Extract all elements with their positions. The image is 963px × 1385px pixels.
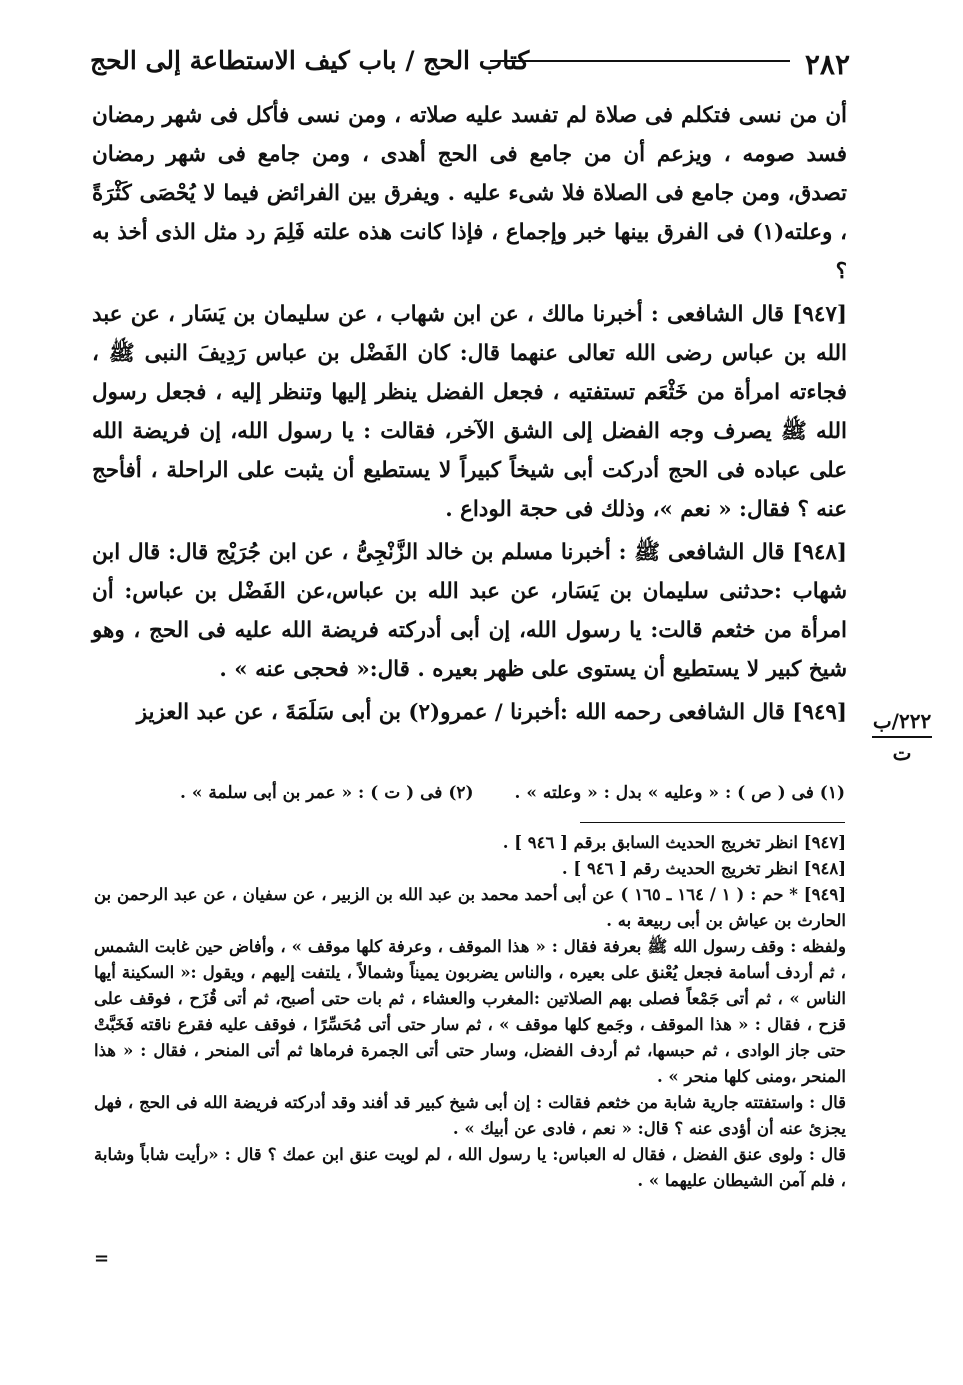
running-title: كتاب الحج / باب كيف الاستطاعة إلى الحج bbox=[90, 46, 530, 75]
variant-note-1: (١) فى ( ص ) : « وعليه » بدل : « وعلته » . bbox=[514, 783, 845, 803]
takhrij-note bbox=[94, 1142, 846, 1194]
takhrij-note bbox=[94, 856, 846, 882]
takhrij-note bbox=[94, 934, 846, 1090]
hadith-lead: قال الشافعى : bbox=[650, 302, 785, 327]
main-text bbox=[92, 96, 847, 732]
note-text: قال : ولوى عنق الفضل ، فقال له العباس: يا رسول الله ، لم لويت عنق ابن عمك ؟ قال : «رأيت شاباً وشابة ، فلم آمن الشيطان عليهما » . bbox=[94, 1145, 846, 1190]
hadith-number: [٩٤٨] bbox=[792, 540, 848, 565]
folio-number: ٢٢٢/ب bbox=[872, 709, 932, 733]
hadith-paragraph bbox=[92, 693, 847, 732]
note-ref: [٩٤٨] bbox=[803, 859, 846, 878]
note-text: ولفظه : وقف رسول الله ﷺ بعرفة فقال : « هذا الموقف ، وعرفة كلها موقف » ، وأفاض حين غابت الشمس ، ثم أردف أسامة فجعل يُعْنق على بعيره ، والناس يضربون يميناً وشمالاً ، يلتفت إليهم ، ويقول :« السكينة أيها الناس » ، ثم أتى جَمْعاً فصلى بهم الصلاتين :المغرب والعشاء ، ثم بات حتى أصبح، ثم أتى قُزَح ، فوقف على قزح ، فقال : « هذا الموقف ، وجَمع كلها موقف » ، ثم سار حتى أتى مُحَسِّرًا ، فوقف عليه فقرع ناقته فَخَبَّتْ حتى جاز الوادى ، ثم حبسها، ثم أردف الفضل، وسار حتى أتى الجمرة فرماها ثم أتى المنحر ، فقال : « هذا المنحر ،ومنى كلها منحر » . bbox=[94, 937, 846, 1086]
hadith-text: رحمه الله :أخبرنا / عمرو(٢) بن أبى سَلَمَةَ ، عن عبد العزيز bbox=[136, 700, 662, 725]
note-ref: [٩٤٩] * حم : bbox=[750, 885, 847, 904]
folio-siglum: ت bbox=[892, 741, 912, 765]
note-text: انظر تخريج الحديث السابق برقم [ ٩٤٦ ] . bbox=[502, 833, 799, 852]
paragraph-text: أن من نسى فتكلم فى صلاة لم تفسد عليه صلاته ، ومن نسى فأكل فى شهر رمضان فسد صومه ، ويزعم أن من جامع فى الحج أهدى ، ومن جامع فى شهر رمضان تصدق، ومن جامع فى الصلاة فلا شىء عليه . ويفرق بين الفرائض فيما لا يُحْصَى كَثْرَةً ، وعلته(١) فى الفرق بينها خبر وإجماع ، فإذا كانت هذه علته فَلِمَ رد مثل الذى أخذ به ؟ bbox=[92, 103, 847, 284]
hadith-text: أخبرنا مسلم بن خالد الزَّنْجِىُّ ، عن ابن جُرَيْج قال: قال ابن شهاب :حدثنى سليمان بن يَسَار، عن عبد الله بن عباس،عن الفَضْل بن عباس: أن امرأة من خثعم قالت: يا رسول الله، إن أبى أدركته فريضة الله عليه فى الحج ، وهو شيخ كبير لا يستطيع أن يستوى على ظهر بعيره . قال:« فحجى عنه » . bbox=[92, 540, 847, 682]
note-text: انظر تخريج الحديث رقم [ ٩٤٦ ] . bbox=[561, 859, 799, 878]
variant-footnotes bbox=[180, 783, 845, 803]
hadith-number: [٩٤٧] bbox=[792, 302, 847, 327]
paragraph bbox=[92, 96, 847, 291]
hadith-text: أخبرنا مالك ، عن ابن شهاب ، عن سليمان بن يَسَار ، عن عبد الله بن عباس رضى الله تعالى عنهما قال: كان الفَضْل بن عباس رَدِيفَ النبى ﷺ ، فجاءته امرأة من خَثْعَم تستفتيه ، فجعل الفضل ينظر إليها وتنظر إليه ، فجعل رسول الله ﷺ يصرف وجه الفضل إلى الشق الآخر، فقالت : يا رسول الله، إن فريضة الله على عباده فى الحج أدركت أبى شيخاً كبيراً لا يستطيع أن يثبت على الراحلة ، أفأحج عنه ؟ فقال: « نعم »، وذلك فى حجة الوداع . bbox=[92, 302, 847, 522]
takhrij-notes bbox=[94, 830, 846, 1194]
footnote-separator bbox=[580, 822, 845, 823]
hadith-paragraph bbox=[92, 295, 847, 529]
note-text: ( ١ / ١٦٤ ـ ١٦٥ ) عن أبى أحمد محمد بن عبد الله بن الزبير ، عن سفيان ، عن عبد الرحمن بن الحارث بن عياش بن أبى ربيعة به . bbox=[94, 885, 846, 930]
hadith-lead: قال الشافعى ﷺ : bbox=[618, 540, 785, 565]
hadith-lead: قال الشافعى bbox=[668, 700, 785, 725]
takhrij-note bbox=[94, 830, 846, 856]
takhrij-note bbox=[94, 882, 846, 934]
page-header bbox=[90, 40, 850, 80]
variant-note-2: (٢) فى ( ت ) : « عمر بن أبى سلمة » . bbox=[180, 783, 474, 803]
hadith-number: [٩٤٩] bbox=[792, 700, 847, 725]
hadith-paragraph bbox=[92, 533, 847, 689]
manuscript-folio-marker bbox=[872, 708, 932, 766]
note-text: قال : واستفتته جارية شابة من خثعم فقالت : إن أبى شيخ كبير قد أفند وقد أدركته فريضة الله فى الحج ، فهل يجزئ عنه أن أؤدى عنه ؟ قال: « نعم ، فادى عن أبيك » . bbox=[94, 1093, 846, 1138]
continuation-mark: = bbox=[94, 1248, 110, 1269]
header-rule bbox=[490, 60, 790, 62]
note-ref: [٩٤٧] bbox=[803, 833, 846, 852]
page-number: ٢٨٢ bbox=[804, 48, 850, 81]
takhrij-note bbox=[94, 1090, 846, 1142]
folio-rule bbox=[872, 736, 932, 738]
